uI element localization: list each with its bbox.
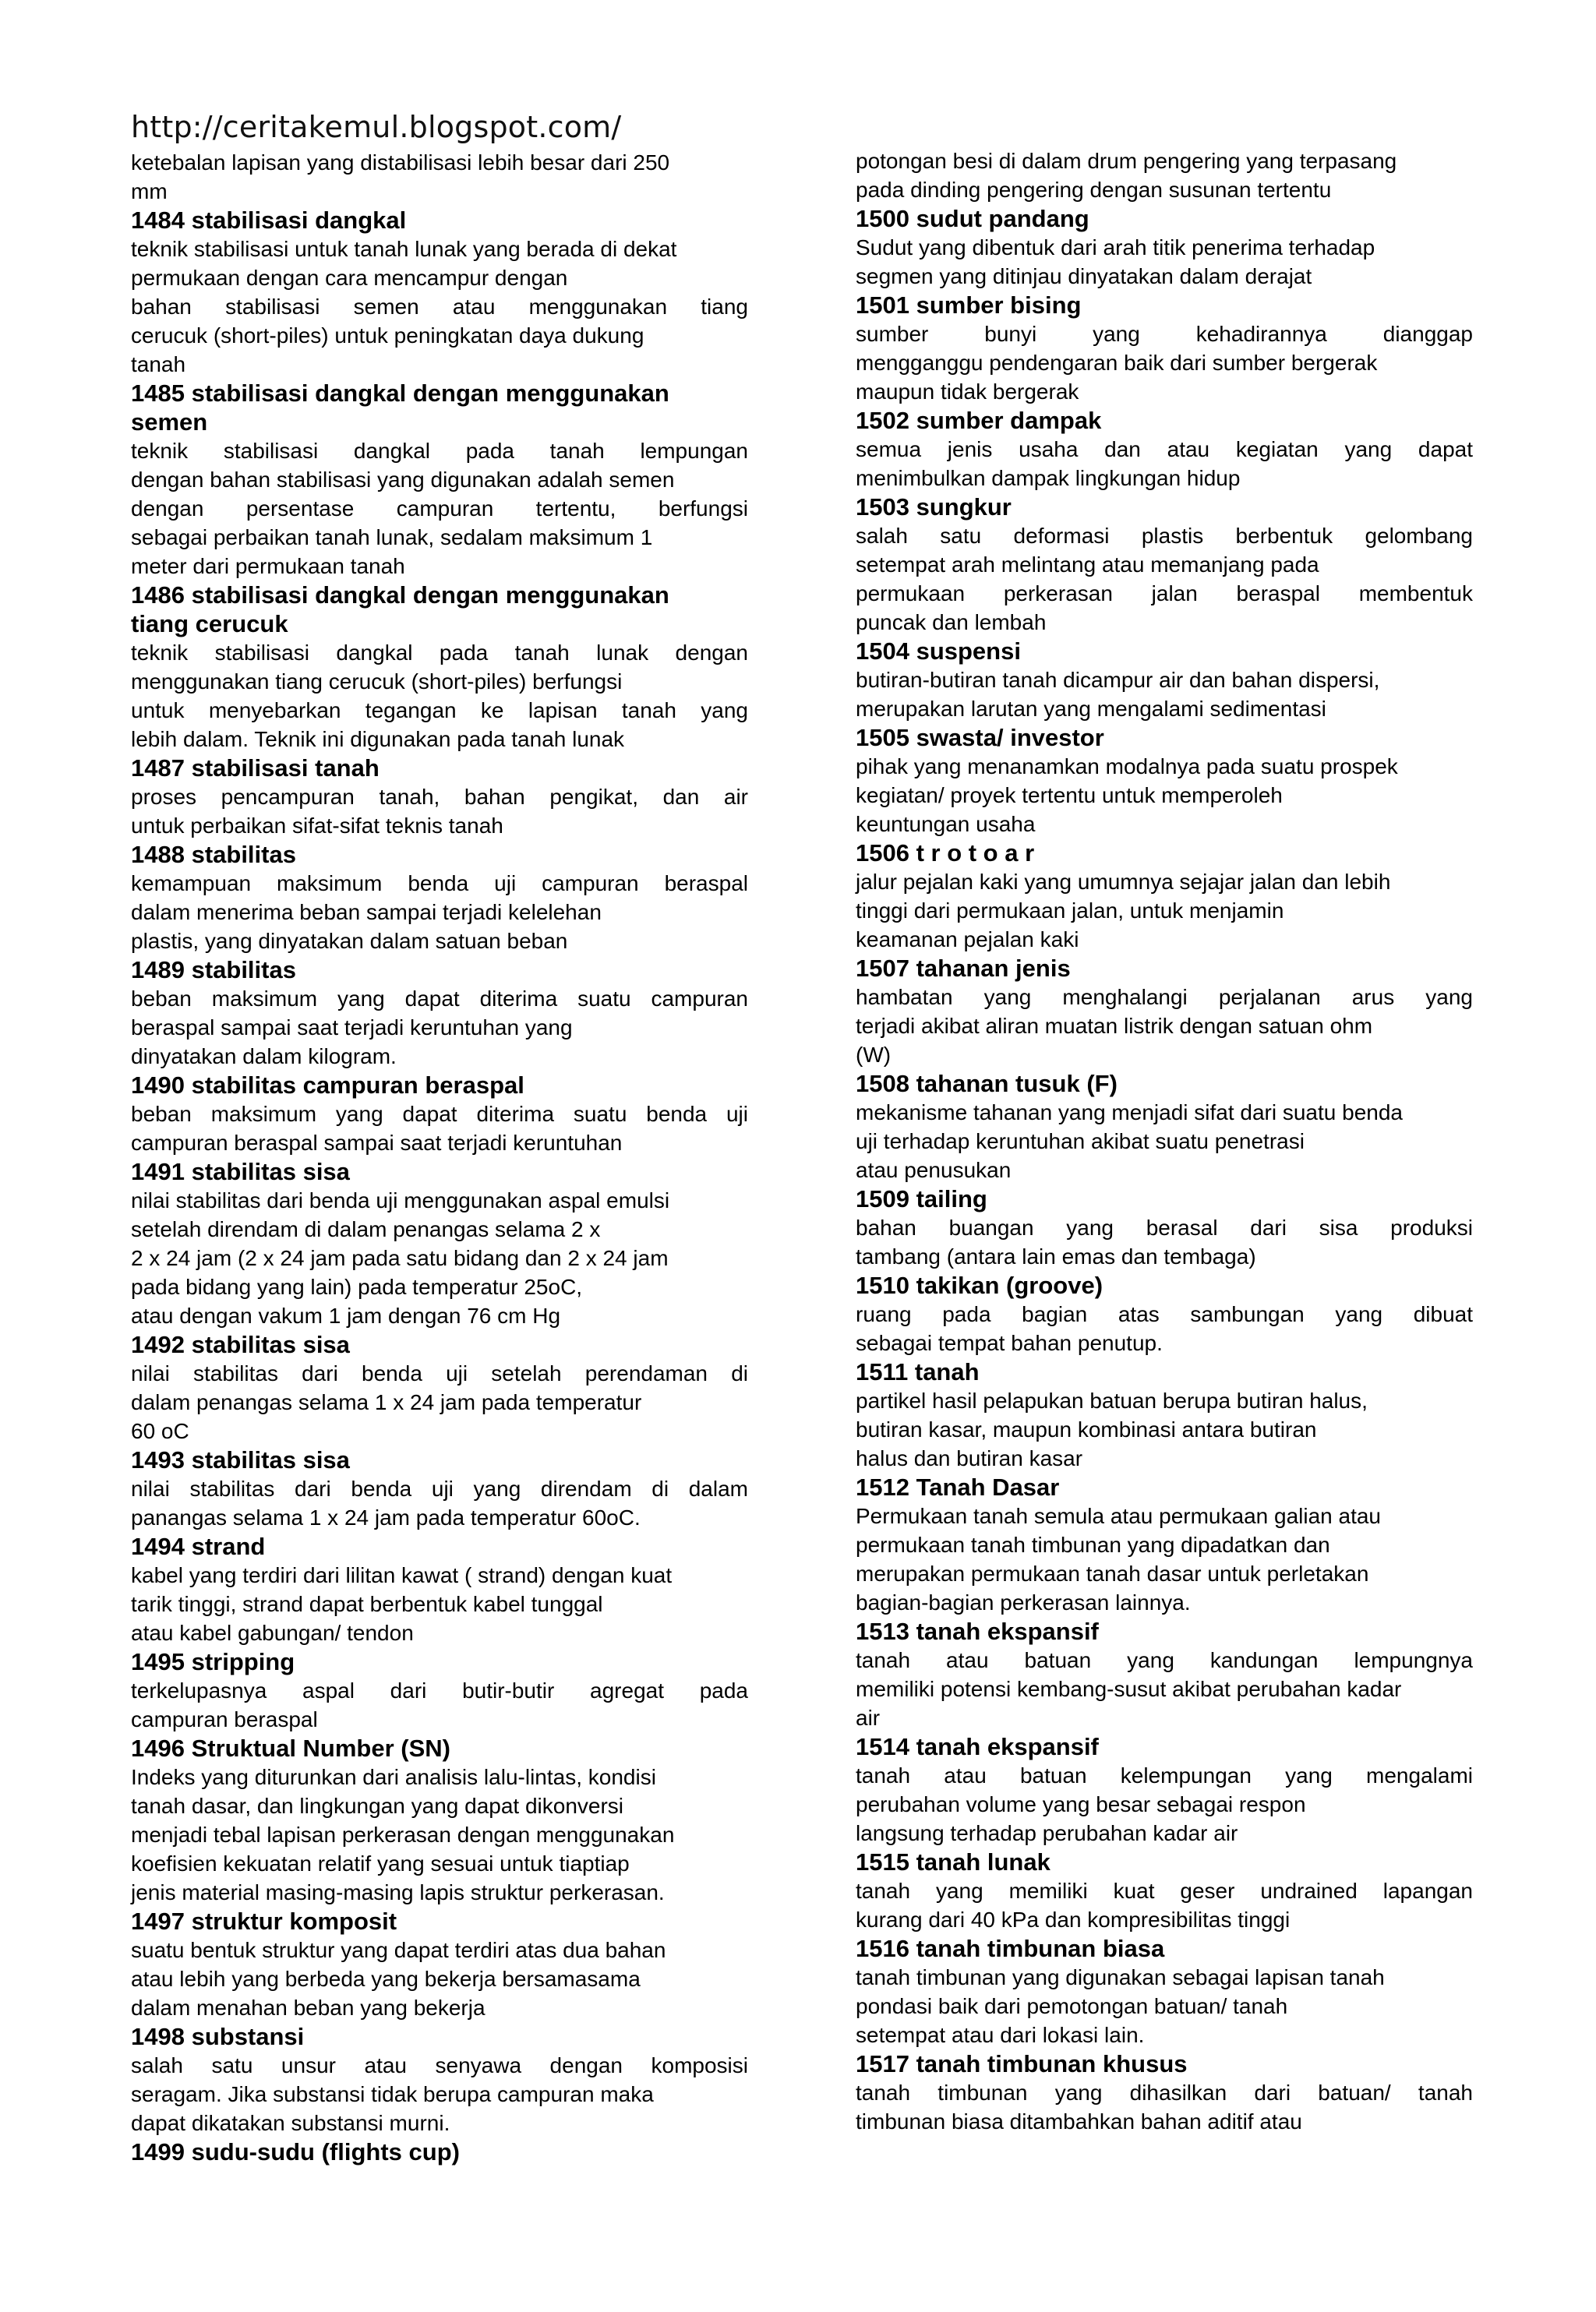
entry-definition: [856, 1386, 1473, 1473]
definition-line: sebagai tempat bahan penutup.: [856, 1331, 1163, 1355]
entry-definition: [131, 869, 748, 955]
definition-line: campuran beraspal sampai saat terjadi keruntuhan: [131, 1131, 623, 1155]
entry-term: 1500 sudut pandang: [856, 205, 1089, 232]
glossary-entry: [856, 2049, 1473, 2136]
definition-line: maupun tidak bergerak: [856, 379, 1079, 404]
glossary-entry: [856, 1848, 1473, 1934]
entry-term: 1488 stabilitas: [131, 841, 296, 868]
entry-term: 1504 suspensi: [856, 637, 1021, 665]
entry-term: 1499 sudu-sudu (flights cup): [131, 2138, 460, 2166]
definition-line: tarik tinggi, strand dapat berbentuk kabel tunggal: [131, 1592, 603, 1616]
definition-line: pada dinding pengering dengan susunan tertentu: [856, 178, 1332, 202]
definition-line: dalam menerima beban sampai terjadi kelelehan: [131, 900, 602, 924]
definition-line: meter dari permukaan tanah: [131, 554, 405, 578]
definition-line: pihak yang menanamkan modalnya pada suatu prospek: [856, 754, 1398, 778]
definition-line: Sudut yang dibentuk dari arah titik penerima terhadap: [856, 235, 1375, 259]
definition-line: permukaan tanah timbunan yang dipadatkan dan: [856, 1533, 1330, 1557]
definition-line: teknik stabilisasi dangkal pada tanah lempungan: [131, 439, 748, 463]
entry-definition: [856, 2078, 1473, 2136]
entry-definition: [131, 984, 748, 1071]
entry-term-continued: tiang cerucuk: [131, 610, 288, 637]
entry-term: 1506 t r o t o a r: [856, 839, 1035, 867]
glossary-entry: [856, 637, 1473, 723]
glossary-entry: [856, 204, 1473, 291]
definition-line: kemampuan maksimum benda uji campuran beraspal: [131, 871, 748, 895]
glossary-entry: [131, 1157, 748, 1330]
definition-line: (W): [856, 1043, 892, 1067]
glossary-entry: [131, 1532, 748, 1647]
glossary-entry: [131, 1445, 748, 1532]
entry-definition: [131, 1763, 748, 1907]
definition-line: nilai stabilitas dari benda uji menggunakan aspal emulsi: [131, 1188, 670, 1212]
definition-line: 60 oC: [131, 1419, 189, 1443]
definition-line: dalam menahan beban yang bekerja: [131, 1996, 486, 2020]
entry-definition: [131, 2051, 748, 2137]
glossary-entry: [856, 723, 1473, 838]
entry-term: 1510 takikan (groove): [856, 1272, 1103, 1299]
entry-term: 1495 stripping: [131, 1648, 295, 1675]
entry-term: 1497 struktur komposit: [131, 1908, 397, 1935]
entry-definition: [131, 1561, 748, 1647]
definition-line: salah satu deformasi plastis berbentuk gelombang: [856, 524, 1473, 548]
glossary-entry: [131, 1071, 748, 1157]
definition-line: menimbulkan dampak lingkungan hidup: [856, 466, 1241, 490]
glossary-entry: [856, 838, 1473, 954]
glossary-entry: [131, 206, 748, 379]
definition-line: kabel yang terdiri dari lilitan kawat ( strand) dengan kuat: [131, 1563, 673, 1587]
glossary-entry: [131, 1330, 748, 1445]
glossary-entry: [131, 1907, 748, 2022]
definition-line: seragam. Jika substansi tidak berupa campuran maka: [131, 2082, 654, 2106]
entry-term: 1491 stabilitas sisa: [131, 1158, 350, 1185]
definition-line: tambang (antara lain emas dan tembaga): [856, 1244, 1256, 1269]
entry-definition: [856, 233, 1473, 291]
glossary-entry: [131, 1647, 748, 1734]
definition-line: Indeks yang diturunkan dari analisis lalu-lintas, kondisi: [131, 1765, 656, 1789]
definition-line: mekanisme tahanan yang menjadi sifat dari suatu benda: [856, 1100, 1403, 1124]
definition-line: sebagai perbaikan tanah lunak, sedalam maksimum 1: [131, 525, 653, 549]
definition-line: plastis, yang dinyatakan dalam satuan beban: [131, 929, 568, 953]
glossary-entry: [856, 1069, 1473, 1184]
entry-term-continued: semen: [131, 408, 208, 436]
definition-line: atau lebih yang berbeda yang bekerja bersamasama: [131, 1967, 641, 1991]
definition-line: salah satu unsur atau senyawa dengan komposisi: [131, 2053, 748, 2077]
entry-term: 1509 tailing: [856, 1185, 987, 1212]
entry-definition: [131, 1100, 748, 1157]
definition-line: langsung terhadap perubahan kadar air: [856, 1821, 1238, 1845]
definition-line: nilai stabilitas dari benda uji setelah perendaman di: [131, 1361, 748, 1385]
glossary-entry: [856, 954, 1473, 1069]
entry-definition: [856, 1300, 1473, 1357]
definition-line: tanah yang memiliki kuat geser undrained lapangan: [856, 1879, 1473, 1903]
entry-definition: [856, 752, 1473, 838]
definition-line: terkelupasnya aspal dari butir-butir agregat pada: [131, 1678, 748, 1703]
entry-term: 1505 swasta/ investor: [856, 724, 1104, 751]
definition-line: 2 x 24 jam (2 x 24 jam pada satu bidang dan 2 x 24 jam: [131, 1246, 669, 1270]
definition-line: permukaan dengan cara mencampur dengan: [131, 266, 568, 290]
definition-line: tanah timbunan yang digunakan sebagai lapisan tanah: [856, 1965, 1385, 1989]
glossary-entry: [131, 754, 748, 840]
definition-line: cerucuk (short-piles) untuk peningkatan daya dukung: [131, 323, 644, 348]
entry-definition: [856, 1502, 1473, 1617]
entry-definition: [856, 1646, 1473, 1732]
definition-line: atau dengan vakum 1 jam dengan 76 cm Hg: [131, 1304, 561, 1328]
entry-term: 1512 Tanah Dasar: [856, 1474, 1060, 1501]
definition-line: untuk menyebarkan tegangan ke lapisan tanah yang: [131, 698, 748, 722]
definition-line: menjadi tebal lapisan perkerasan dengan menggunakan: [131, 1823, 675, 1847]
entry-definition: [131, 1474, 748, 1532]
definition-line: setelah direndam di dalam penangas selama 2 x: [131, 1217, 601, 1241]
entry-term: 1498 substansi: [131, 2023, 305, 2050]
entry-term: 1517 tanah timbunan khusus: [856, 2050, 1188, 2077]
entry-definition: [131, 1359, 748, 1445]
definition-line: tanah dasar, dan lingkungan yang dapat dikonversi: [131, 1794, 624, 1818]
definition-line: menggunakan tiang cerucuk (short-piles) berfungsi: [131, 669, 623, 694]
entry-term: 1516 tanah timbunan biasa: [856, 1935, 1165, 1962]
entry-definition: [131, 1936, 748, 2022]
glossary-entry: [131, 955, 748, 1071]
glossary-entry: [131, 1734, 748, 1907]
definition-line: bahan buangan yang berasal dari sisa produksi: [856, 1216, 1473, 1240]
glossary-entry: [856, 1271, 1473, 1357]
entry-term: 1487 stabilisasi tanah: [131, 754, 380, 782]
definition-line: semua jenis usaha dan atau kegiatan yang dapat: [856, 437, 1473, 461]
definition-line: dengan persentase campuran tertentu, berfungsi: [131, 496, 748, 521]
definition-line: kegiatan/ proyek tertentu untuk memperoleh: [856, 783, 1283, 807]
definition-line: sumber bunyi yang kehadirannya dianggap: [856, 322, 1473, 346]
entry-definition: [131, 638, 748, 754]
entry-term: 1513 tanah ekspansif: [856, 1618, 1099, 1645]
definition-line: suatu bentuk struktur yang dapat terdiri atas dua bahan: [131, 1938, 666, 1962]
definition-line: bahan stabilisasi semen atau menggunakan tiang: [131, 295, 748, 319]
definition-line: butiran kasar, maupun kombinasi antara butiran: [856, 1417, 1317, 1442]
entry-term: 1515 tanah lunak: [856, 1848, 1050, 1876]
entry-term: 1492 stabilitas sisa: [131, 1331, 350, 1358]
definition-line: puncak dan lembah: [856, 610, 1047, 634]
definition-line: uji terhadap keruntuhan akibat suatu penetrasi: [856, 1129, 1305, 1153]
definition-line: setempat arah melintang atau memanjang pada: [856, 552, 1319, 577]
definition-line: timbunan biasa ditambahkan bahan aditif atau: [856, 2109, 1302, 2134]
entry-definition: [856, 146, 1473, 204]
glossary-entry: [131, 148, 748, 206]
entry-term: 1484 stabilisasi dangkal: [131, 206, 407, 234]
definition-line: permukaan perkerasan jalan beraspal membentuk: [856, 581, 1473, 605]
glossary-entry: [856, 1357, 1473, 1473]
entry-definition: [856, 1963, 1473, 2049]
definition-line: pada bidang yang lain) pada temperatur 25oC,: [131, 1275, 583, 1299]
glossary-entry: [131, 379, 748, 581]
definition-line: partikel hasil pelapukan batuan berupa butiran halus,: [856, 1389, 1368, 1413]
definition-line: merupakan larutan yang mengalami sedimentasi: [856, 697, 1326, 721]
definition-line: atau penusukan: [856, 1158, 1012, 1182]
glossary-entry: [856, 1473, 1473, 1617]
definition-line: teknik stabilisasi untuk tanah lunak yang berada di dekat: [131, 237, 677, 261]
definition-line: dinyatakan dalam kilogram.: [131, 1044, 397, 1068]
glossary-entry: [856, 1184, 1473, 1271]
definition-line: pondasi baik dari pemotongan batuan/ tanah: [856, 1994, 1288, 2018]
entry-definition: [856, 319, 1473, 406]
entry-definition: [856, 1213, 1473, 1271]
glossary-entry: [856, 146, 1473, 204]
definition-line: hambatan yang menghalangi perjalanan arus yang: [856, 985, 1473, 1009]
definition-line: memiliki potensi kembang-susut akibat perubahan kadar: [856, 1677, 1402, 1701]
glossary-entry: [856, 406, 1473, 492]
entry-term: 1496 Struktual Number (SN): [131, 1735, 450, 1762]
definition-line: beban maksimum yang dapat diterima suatu benda uji: [131, 1102, 748, 1126]
definition-line: air: [856, 1706, 881, 1730]
definition-line: koefisien kekuatan relatif yang sesuai untuk tiaptiap: [131, 1851, 630, 1876]
entry-definition: [856, 983, 1473, 1069]
definition-line: bagian-bagian perkerasan lainnya.: [856, 1590, 1191, 1615]
definition-line: tinggi dari permukaan jalan, untuk menjamin: [856, 898, 1284, 923]
glossary-entry: [856, 1617, 1473, 1732]
entry-term: 1514 tanah ekspansif: [856, 1733, 1099, 1760]
entry-definition: [856, 867, 1473, 954]
site-url-header: http://ceritakemul.blogspot.com/: [131, 110, 622, 144]
glossary-entry: [131, 2022, 748, 2137]
definition-line: tanah atau batuan yang kandungan lempungnya: [856, 1648, 1473, 1672]
definition-line: panangas selama 1 x 24 jam pada temperatur 60oC.: [131, 1505, 641, 1530]
definition-line: ketebalan lapisan yang distabilisasi lebih besar dari 250: [131, 150, 670, 175]
entry-definition: [131, 1676, 748, 1734]
definition-line: campuran beraspal: [131, 1707, 318, 1731]
glossary-entry: [856, 492, 1473, 637]
entry-definition: [131, 235, 748, 379]
entry-term: 1503 sungkur: [856, 493, 1012, 521]
definition-line: tanah: [131, 352, 186, 376]
definition-line: halus dan butiran kasar: [856, 1446, 1083, 1470]
definition-line: ruang pada bagian atas sambungan yang dibuat: [856, 1302, 1473, 1326]
definition-line: Permukaan tanah semula atau permukaan galian atau: [856, 1504, 1381, 1528]
definition-line: dapat dikatakan substansi murni.: [131, 2111, 450, 2135]
definition-line: kurang dari 40 kPa dan kompresibilitas tinggi: [856, 1908, 1291, 1932]
right-column: [856, 146, 1473, 2136]
entry-term: 1494 strand: [131, 1533, 266, 1560]
definition-line: beraspal sampai saat terjadi keruntuhan yang: [131, 1015, 573, 1040]
definition-line: perubahan volume yang besar sebagai respon: [856, 1792, 1306, 1816]
definition-line: mm: [131, 179, 168, 203]
definition-line: potongan besi di dalam drum pengering yang terpasang: [856, 149, 1397, 173]
entry-term: 1502 sumber dampak: [856, 407, 1102, 434]
entry-term: 1485 stabilisasi dangkal dengan menggunakan: [131, 379, 669, 407]
entry-definition: [131, 1186, 748, 1330]
entry-term: 1489 stabilitas: [131, 956, 296, 983]
definition-line: mengganggu pendengaran baik dari sumber bergerak: [856, 351, 1378, 375]
glossary-entry: [856, 291, 1473, 406]
definition-line: jalur pejalan kaki yang umumnya sejajar jalan dan lebih: [856, 870, 1391, 894]
definition-line: proses pencampuran tanah, bahan pengikat, dan air: [131, 785, 748, 809]
entry-definition: [856, 1761, 1473, 1848]
definition-line: keuntungan usaha: [856, 812, 1036, 836]
entry-term: 1490 stabilitas campuran beraspal: [131, 1071, 524, 1099]
definition-line: teknik stabilisasi dangkal pada tanah lunak dengan: [131, 641, 748, 665]
entry-definition: [856, 1876, 1473, 1934]
entry-definition: [856, 435, 1473, 492]
entry-term: 1493 stabilitas sisa: [131, 1446, 350, 1474]
definition-line: butiran-butiran tanah dicampur air dan bahan dispersi,: [856, 668, 1380, 692]
entry-definition: [856, 521, 1473, 637]
entry-definition: [131, 436, 748, 581]
glossary-entry: [131, 581, 748, 754]
definition-line: tanah atau batuan kelempungan yang mengalami: [856, 1763, 1473, 1788]
glossary-entry: [131, 2137, 748, 2166]
entry-term: 1511 tanah: [856, 1358, 980, 1385]
entry-definition: [131, 782, 748, 840]
entry-definition: [856, 1098, 1473, 1184]
entry-term: 1501 sumber bising: [856, 291, 1082, 319]
definition-line: merupakan permukaan tanah dasar untuk perletakan: [856, 1562, 1369, 1586]
left-column: [131, 148, 748, 2166]
definition-line: beban maksimum yang dapat diterima suatu campuran: [131, 987, 748, 1011]
entry-definition: [131, 148, 748, 206]
definition-line: jenis material masing-masing lapis struktur perkerasan.: [131, 1880, 665, 1904]
entry-definition: [856, 665, 1473, 723]
definition-line: terjadi akibat aliran muatan listrik dengan satuan ohm: [856, 1014, 1373, 1038]
entry-term: 1486 stabilisasi dangkal dengan menggunakan: [131, 581, 669, 609]
definition-line: segmen yang ditinjau dinyatakan dalam derajat: [856, 264, 1312, 288]
entry-term: 1507 tahanan jenis: [856, 955, 1071, 982]
definition-line: atau kabel gabungan/ tendon: [131, 1621, 414, 1645]
definition-line: lebih dalam. Teknik ini digunakan pada tanah lunak: [131, 727, 625, 751]
definition-line: dengan bahan stabilisasi yang digunakan adalah semen: [131, 468, 675, 492]
definition-line: keamanan pejalan kaki: [856, 927, 1079, 951]
definition-line: dalam penangas selama 1 x 24 jam pada temperatur: [131, 1390, 642, 1414]
definition-line: nilai stabilitas dari benda uji yang direndam di dalam: [131, 1477, 748, 1501]
entry-term: 1508 tahanan tusuk (F): [856, 1070, 1118, 1097]
definition-line: tanah timbunan yang dihasilkan dari batuan/ tanah: [856, 2081, 1473, 2105]
glossary-entry: [131, 840, 748, 955]
definition-line: setempat atau dari lokasi lain.: [856, 2023, 1145, 2047]
definition-line: untuk perbaikan sifat-sifat teknis tanah: [131, 814, 503, 838]
glossary-entry: [856, 1732, 1473, 1848]
glossary-entry: [856, 1934, 1473, 2049]
